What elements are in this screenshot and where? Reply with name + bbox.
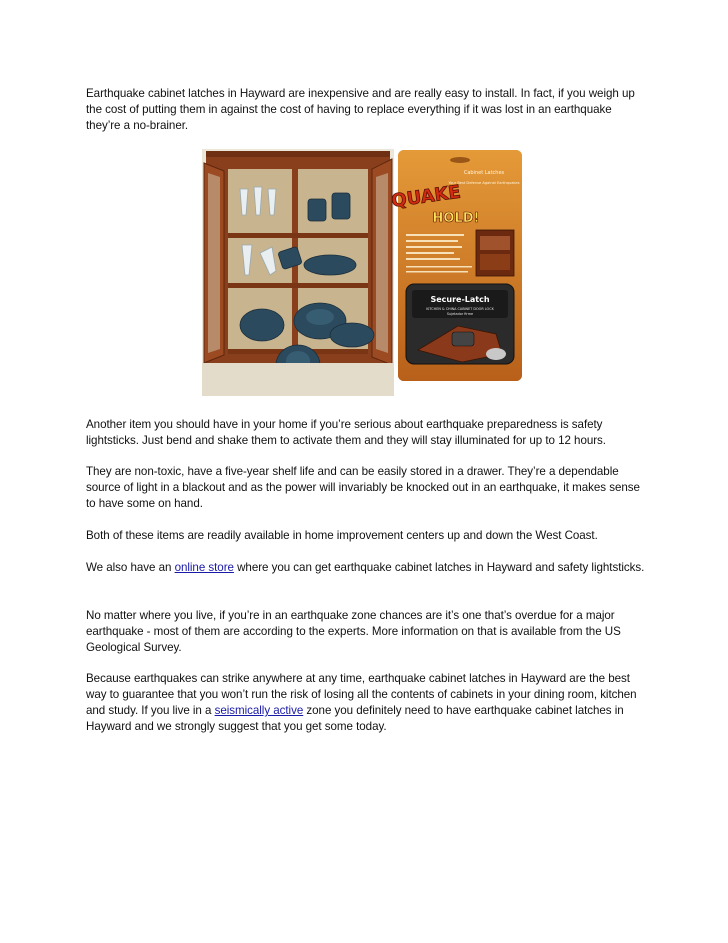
package-product-name: Secure-Latch [430, 295, 490, 304]
package-logo-top: QUAKE [390, 181, 462, 213]
cabinet-illustration [202, 149, 394, 396]
package-tagline: Your Best Defense Against Earthquakes [448, 181, 520, 185]
paragraph-lightsticks: Another item you should have in your home if you’re serious about earthquake preparedness is safety lightsticks. Just bend and shake them to activate them and they will stay illuminated for up to 12 hours. [86, 418, 606, 447]
paragraph-text: where you can get earthquake cabinet latches in Hayward and safety lightsticks. [233, 561, 645, 574]
paragraph-text: Because earthquakes can strike anywhere at any time, earthquake cabinet latches in Hayward are the best way to guarantee that you won’t run the risk of losing all the contents of cabinets in your dining room, kitchen and study. If you live in a [86, 672, 637, 717]
seismically-active-link[interactable]: seismically active [214, 704, 304, 717]
package-product-sub: KITCHEN & CHINA CABINET DOOR LOCK [426, 307, 494, 311]
paragraph-online-store [86, 560, 648, 576]
paragraph-text: We also have an [86, 561, 175, 574]
paragraph-non-toxic: They are non-toxic, have a five-year shelf life and can be easily stored in a drawer. They’re a dependable source of light in a blackout and as the power will invariably be knocked out in an earthquake, it makes sense to have some on hand. [86, 465, 640, 510]
package-product-sub2: Sujetador firme [446, 312, 474, 316]
package-logo-bottom: HOLD! [432, 211, 480, 226]
quakehold-package-photo [390, 150, 522, 381]
online-store-link[interactable]: online store [174, 561, 234, 574]
paragraph-intro: Earthquake cabinet latches in Hayward are inexpensive and are really easy to install. In fact, if you weigh up the cost of putting them in against the cost of having to replace everything if it was lost in an earthquake they’re a no-brainer. [86, 87, 635, 132]
paragraph-text: zone you definitely need to have earthquake cabinet latches in Hayward and we strongly suggest that you get some today. [86, 704, 624, 733]
package-brand-line: Cabinet Latches [463, 170, 505, 176]
paragraph-conclusion [86, 671, 648, 735]
package-illustration [390, 150, 522, 381]
cabinet-photo [202, 149, 394, 396]
paragraph-earthquake-zone: No matter where you live, if you’re in an earthquake zone chances are it’s one that’s overdue for a major earthquake - most of them are according to the experts. More information on that is available from the US Geological Survey. [86, 609, 621, 654]
paragraph-availability: Both of these items are readily available in home improvement centers up and down the West Coast. [86, 529, 598, 542]
